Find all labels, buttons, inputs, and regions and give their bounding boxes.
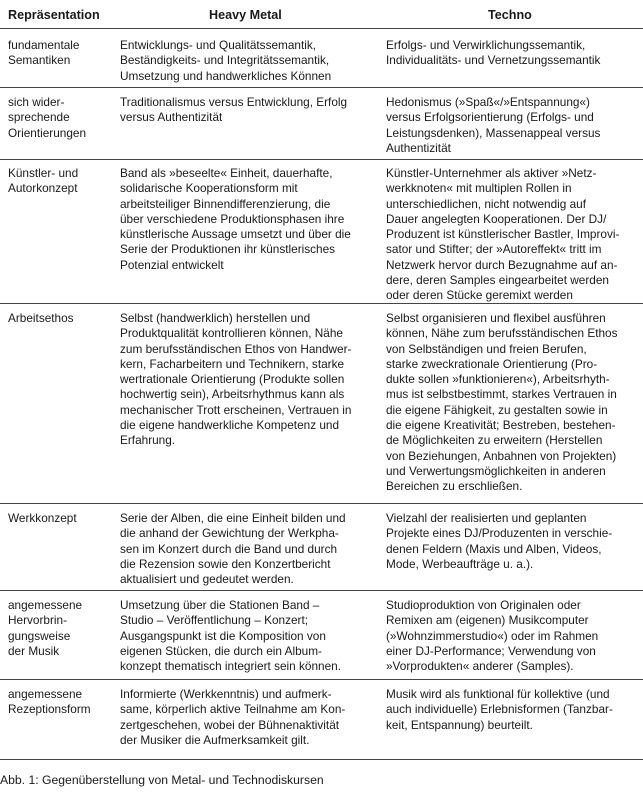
metal-cell: Selbst (handwerklich) herstellen und Produktqualität kontrollieren können, Nähe zum berufsständischen Ethos von Handwer- kern, Facharbeitern und Technikern, starke wertrationale Orientierung (Produkte sollen hochwertig sein), Arbeitsrhythmus kann als mechanischer Trott erscheinen, Vertrauen in die eigene handwerkliche Kompetenz und Erfahrung. — [120, 311, 352, 448]
metal-cell: Entwicklungs- und Qualitätssemantik, Beständigkeits- und Integritätssemantik, Umsetzung und handwerkliches Können — [120, 38, 332, 83]
row-divider — [0, 303, 643, 304]
techno-cell: Erfolgs- und Verwirklichungssemantik, Individualitäts- und Vernetzungssemantik — [386, 38, 601, 68]
header-divider — [0, 28, 643, 29]
metal-cell: Traditionalismus versus Entwicklung, Erfolg versus Authentizität — [120, 95, 348, 125]
row-label: angemessene Hervorbrin- gungsweise der Musik — [8, 598, 83, 658]
row-label: Künstler- und Autorkonzept — [8, 166, 79, 196]
metal-cell: Band als »beseelte« Einheit, dauerhafte, solidarische Kooperationsform mit arbeitsteiliger Binnendifferenzierung, die über verschiedene Produktionsphasen ihre künstlerische Aussage umsetzt und über die Serie der Produktionen ihr künstlerisches Potenzial entwickelt — [120, 166, 351, 272]
row-label: Werkkonzept — [8, 511, 77, 525]
row-divider — [0, 87, 643, 88]
row-divider — [0, 590, 643, 591]
techno-cell: Selbst organisieren und flexibel ausführen können, Nähe zum berufsständischen Ethos von Selbständigen und freien Berufen, starke zweckrationale Orientierung (Pro- dukte sollen »funktionieren«), Arbeitsrhyth- mus ist selbstbestimmt, starkes Vertrauen in die eigene Fähigkeit, zu gestalten sowie in die eigene Kreativität; Bestreben, bestehen- de Möglichkeiten zu erweitern (Herstellen von Beziehungen, Anbahnen von Projekten) und Verwertungsmöglichkeiten in anderen Bereichen zu erschließen. — [386, 311, 618, 494]
row-label: angemessene Rezeptionsform — [8, 687, 91, 717]
row-label: sich wider- sprechende Orientierungen — [8, 95, 87, 140]
techno-cell: Künstler-Unternehmer als aktiver »Netz- werkknoten« mit multiplen Rollen in unterschiedlichen, nicht notwendig auf Dauer angelegten Kooperationen. Der DJ/ Produzent ist künstlerischer Bastler, Improvi- sator und Stifter; der »Autoreffekt« tritt im Netzwerk hervor durch Bezugnahme auf an- dere, deren Samples eingearbeitet werden oder deren Stücke geremixt werden — [386, 166, 620, 303]
row-label: fundamentale Semantiken — [8, 38, 80, 68]
header-techno: Techno — [488, 8, 532, 22]
techno-cell: Vielzahl der realisierten und geplanten Projekte eines DJ/Produzenten in verschie- denen Feldern (Maxis und Alben, Videos, Mode, Werbeaufträge u. a.). — [386, 511, 613, 571]
header-representation: Repräsentation — [8, 8, 100, 22]
table-bottom-rule — [0, 759, 643, 760]
techno-cell: Hedonismus (»Spaß«/»Entspannung«) versus Erfolgsorientierung (Erfolgs- und Leistungsdenken), Massenappeal versus Authentizität — [386, 95, 601, 155]
row-divider — [0, 503, 643, 504]
techno-cell: Musik wird als funktional für kollektive (und auch individuelle) Erlebnisformen (Tanzbar- keit, Entspannung) beurteilt. — [386, 687, 613, 732]
row-divider — [0, 679, 643, 680]
metal-cell: Serie der Alben, die eine Einheit bilden und die anhand der Gewichtung der Werkpha- sen im Konzert durch die Band und durch die Rezension sowie den Konzertbericht aktualisiert und gedeutet werden. — [120, 511, 346, 587]
figure-caption: Abb. 1: Gegenüberstellung von Metal- und Technodiskursen — [0, 773, 324, 787]
techno-cell: Studioproduktion von Originalen oder Remixen am (eigenen) Musikcomputer (»Wohnzimmerstudio«) oder im Rahmen einer DJ-Performance; Verwendung von »Vorprodukten« anderer (Samples). — [386, 598, 599, 674]
metal-cell: Umsetzung über die Stationen Band – Studio – Veröffentlichung – Konzert; Ausgangspunkt ist die Komposition von eigenen Stücken, die durch ein Album- konzept thematisch integriert sein können. — [120, 598, 341, 674]
metal-cell: Informierte (Werkkenntnis) und aufmerk- same, körperlich aktive Teilnahme am Kon- zertgeschehen, wobei der Bühnenaktivität der Musiker die Aufmerksamkeit gilt. — [120, 687, 346, 747]
row-label: Arbeitsethos — [8, 311, 74, 325]
header-heavy-metal: Heavy Metal — [209, 8, 282, 22]
row-divider — [0, 159, 643, 160]
